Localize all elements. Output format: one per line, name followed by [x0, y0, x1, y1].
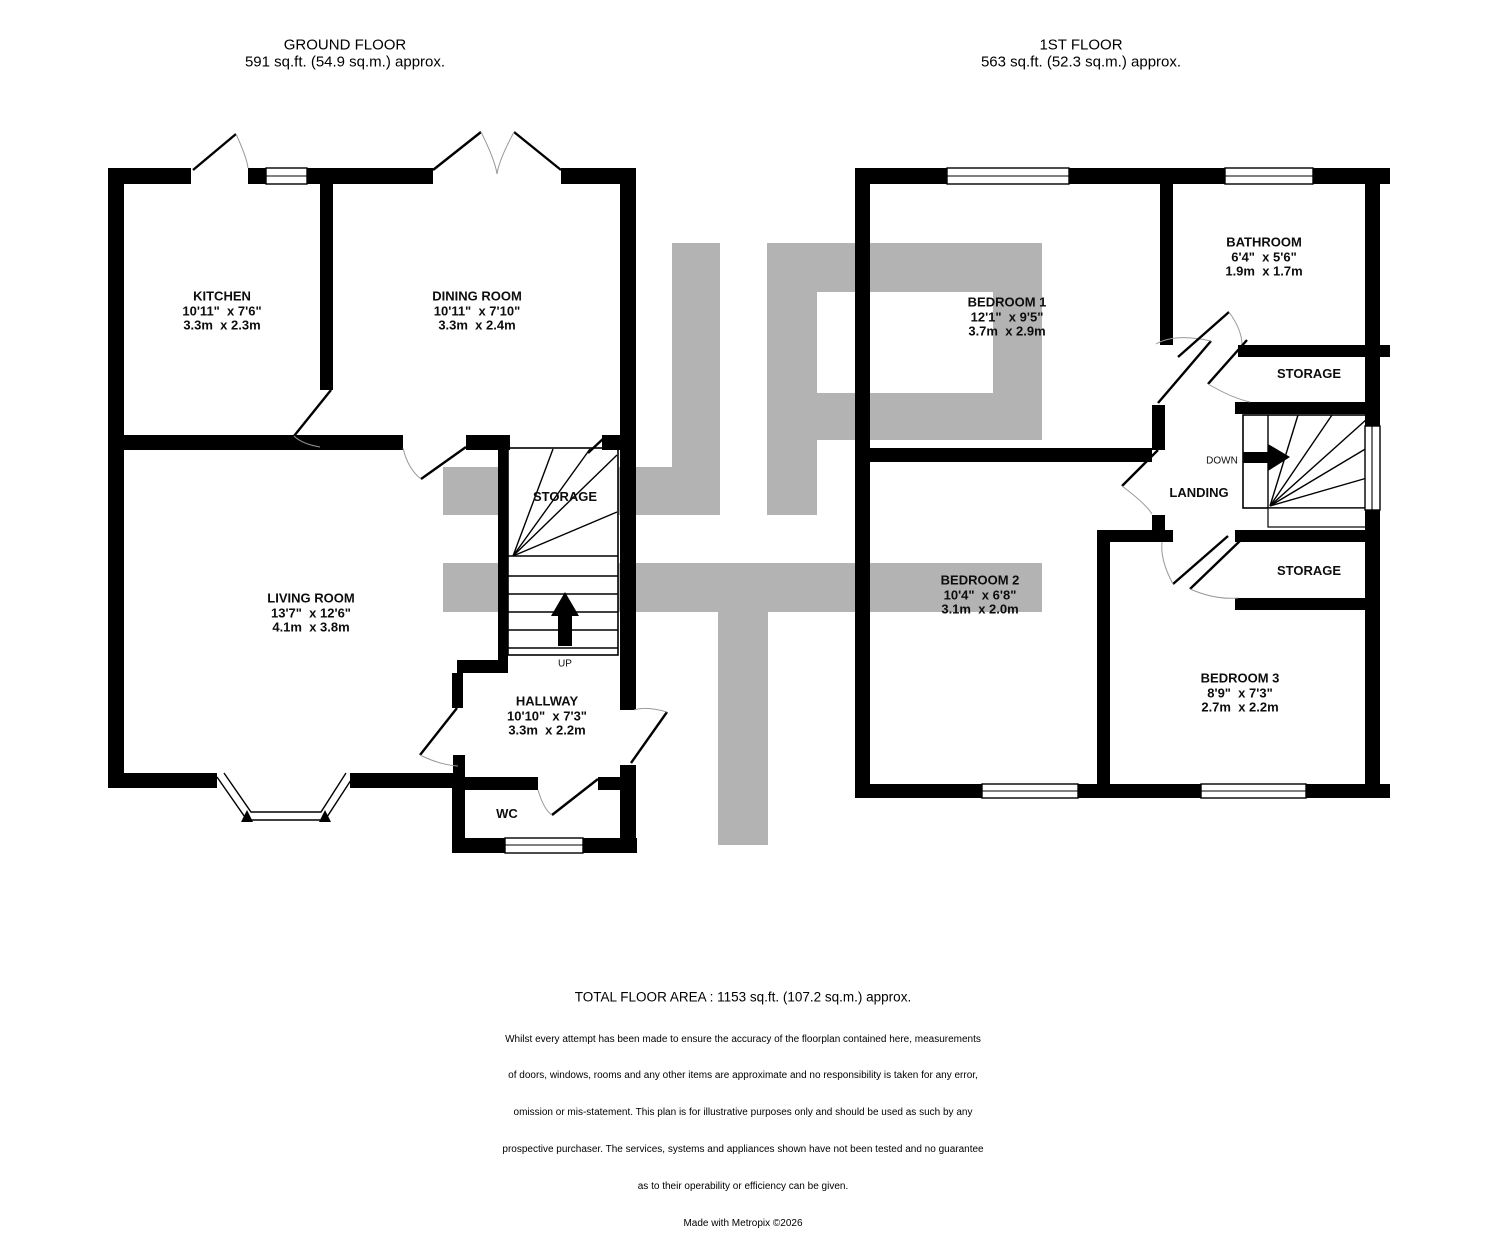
room-label-living-room: LIVING ROOM 13'7" x 12'6" 4.1m x 3.8m — [267, 590, 355, 635]
bathroom-window — [1225, 168, 1313, 184]
metropix-credit: Made with Metropix ©2026 — [683, 1218, 803, 1230]
disclaimer-text: Whilst every attempt has been made to ensure the accuracy of the floorplan contained here, measurements of doors, windows, rooms and any other items are approximate and no responsibility is taken for any error, omission or mis-statement. This plan is for illustrative purposes only and should be used as such by any prospective purchaser. The services, systems and appliances shown have not been tested and no guarantee as to their operability or efficiency can be given. Made with Metropix ©2026 — [502, 1033, 984, 1230]
room-label-dining-room: DINING ROOM 10'11" x 7'10" 3.3m x 2.4m — [432, 288, 522, 333]
wc-window — [505, 838, 583, 853]
room-label-hallway: HALLWAY 10'10" x 7'3" 3.3m x 2.2m — [507, 693, 587, 738]
room-label-landing: LANDING — [1169, 484, 1229, 500]
room-label-storage-lower: STORAGE — [1276, 562, 1342, 578]
bay-window — [217, 773, 353, 822]
ground-floor-header: GROUND FLOOR 591 sq.ft. (54.9 sq.m.) approx. — [244, 36, 446, 70]
room-label-wc: WC — [496, 805, 518, 821]
first-floor-stairs — [1243, 415, 1367, 527]
total-floor-area: TOTAL FLOOR AREA : 1153 sq.ft. (107.2 sq.m.) approx. — [574, 989, 912, 1005]
wc-door — [538, 779, 598, 815]
bedroom3-window — [1201, 784, 1306, 798]
room-label-kitchen: KITCHEN 10'11" x 7'6" 3.3m x 2.3m — [182, 288, 262, 333]
room-label-bathroom: BATHROOM 6'4" x 5'6" 1.9m x 1.7m — [1225, 234, 1303, 279]
dining-patio-doors — [433, 132, 561, 174]
stairs-up-label: UP — [558, 658, 572, 670]
bedroom1-door — [1156, 338, 1211, 403]
front-door — [631, 708, 667, 763]
room-label-bedroom-2: BEDROOM 2 10'4" x 6'8" 3.1m x 2.0m — [940, 572, 1020, 617]
kitchen-exterior-door — [193, 134, 248, 170]
bedroom2-window — [982, 784, 1078, 798]
first-floor-header: 1ST FLOOR 563 sq.ft. (52.3 sq.m.) approx. — [980, 36, 1182, 70]
living-hallway-door — [420, 708, 458, 766]
room-label-bedroom-3: BEDROOM 3 8'9" x 7'3" 2.7m x 2.2m — [1200, 670, 1280, 715]
bathroom-door — [1178, 312, 1242, 357]
room-label-storage-ground: STORAGE — [532, 488, 598, 504]
room-label-storage-upper: STORAGE — [1276, 365, 1342, 381]
stairwell-window — [1365, 426, 1380, 510]
room-label-bedroom-1: BEDROOM 1 12'1" x 9'5" 3.7m x 2.9m — [967, 294, 1047, 339]
kitchen-window — [266, 168, 307, 184]
bedroom1-window — [947, 168, 1069, 184]
stairs-down-label: DOWN — [1206, 455, 1238, 467]
bedroom3-door — [1162, 536, 1228, 584]
ground-floor-stairs — [508, 448, 618, 655]
